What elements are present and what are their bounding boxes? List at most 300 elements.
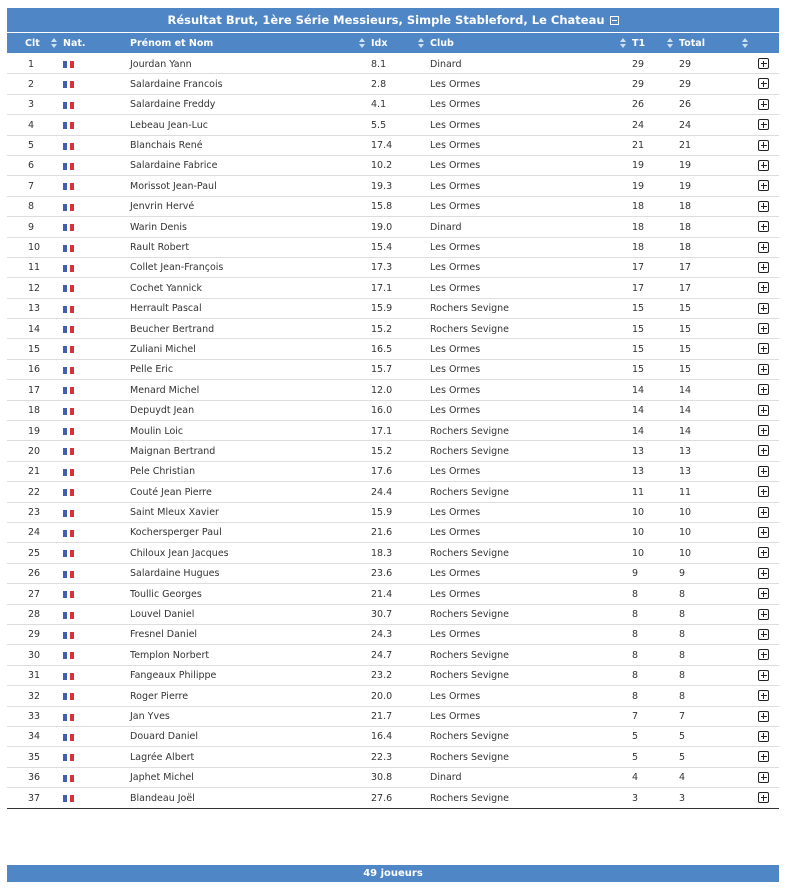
- sort-icon[interactable]: [418, 38, 424, 48]
- table-row[interactable]: [7, 401, 779, 421]
- table-row[interactable]: [7, 584, 779, 604]
- player-name: Maignan Bertrand: [130, 445, 216, 457]
- table-row[interactable]: [7, 115, 779, 135]
- expand-details-icon[interactable]: [758, 670, 769, 681]
- rank-cell: 33: [28, 711, 41, 722]
- club-cell: Les Ormes: [430, 119, 481, 131]
- club-cell: Rochers Sevigne: [430, 792, 509, 804]
- france-flag-icon: [63, 530, 74, 537]
- round1-score: 5: [632, 751, 639, 763]
- rank-cell: 19: [28, 425, 41, 437]
- france-flag-icon: [63, 714, 74, 721]
- index-cell: 17.3: [371, 262, 393, 274]
- player-name: Chiloux Jean Jacques: [130, 547, 229, 559]
- expand-details-icon[interactable]: [758, 160, 769, 171]
- club-cell: Les Ormes: [430, 466, 481, 478]
- player-name: Templon Norbert: [130, 649, 210, 661]
- table-row[interactable]: [7, 421, 779, 441]
- club-cell: Rochers Sevigne: [430, 751, 509, 763]
- expand-details-icon[interactable]: [758, 303, 769, 314]
- rank-cell: 16: [28, 364, 41, 376]
- rank-cell: 9: [28, 221, 35, 233]
- france-flag-icon: [63, 775, 74, 782]
- table-row[interactable]: [7, 462, 779, 482]
- index-cell: 18.3: [371, 547, 393, 559]
- player-name: Rault Robert: [130, 242, 190, 254]
- france-flag-icon: [63, 61, 74, 68]
- rank-cell: 2: [28, 78, 35, 90]
- round1-score: 18: [632, 201, 645, 213]
- player-name: Kochersperger Paul: [130, 527, 222, 539]
- player-name: Menard Michel: [130, 384, 200, 396]
- club-cell: Les Ormes: [430, 343, 481, 355]
- club-cell: Les Ormes: [430, 690, 481, 702]
- france-flag-icon: [63, 224, 74, 231]
- results-title: Résultat Brut, 1ère Série Messieurs, Simple Stableford, Le Chateau: [167, 13, 605, 27]
- expand-details-icon[interactable]: [758, 792, 769, 803]
- table-row[interactable]: [7, 258, 779, 278]
- index-cell: 17.1: [371, 282, 393, 294]
- rank-cell: 28: [28, 609, 41, 621]
- club-cell: Les Ormes: [430, 282, 481, 294]
- club-cell: Les Ormes: [430, 201, 481, 213]
- total-score: 8: [679, 629, 686, 641]
- round1-score: 10: [632, 547, 645, 559]
- expand-details-icon[interactable]: [758, 323, 769, 334]
- total-score: 8: [679, 609, 686, 621]
- club-cell: Les Ormes: [430, 78, 481, 90]
- index-cell: 24.3: [371, 629, 393, 641]
- expand-details-icon[interactable]: [758, 751, 769, 762]
- france-flag-icon: [63, 734, 74, 741]
- col-header-name[interactable]: Prénom et Nom: [130, 37, 214, 49]
- player-name: Cochet Yannick: [130, 282, 203, 294]
- sort-icon[interactable]: [667, 38, 673, 48]
- round1-score: 8: [632, 629, 639, 641]
- sort-icon[interactable]: [51, 38, 57, 48]
- france-flag-icon: [63, 652, 74, 659]
- total-score: 9: [679, 568, 686, 580]
- france-flag-icon: [63, 428, 74, 435]
- total-score: 18: [679, 201, 692, 213]
- player-name: Lagrée Albert: [130, 751, 195, 763]
- expand-details-icon[interactable]: [758, 78, 769, 89]
- total-score: 15: [679, 303, 692, 315]
- france-flag-icon: [63, 387, 74, 394]
- index-cell: 15.9: [371, 303, 393, 315]
- round1-score: 7: [632, 711, 639, 722]
- round1-score: 10: [632, 527, 645, 539]
- table-row[interactable]: [7, 197, 779, 217]
- table-row[interactable]: [7, 74, 779, 94]
- expand-details-icon[interactable]: [758, 507, 769, 518]
- table-row[interactable]: [7, 95, 779, 115]
- expand-details-icon[interactable]: [758, 772, 769, 783]
- round1-score: 29: [632, 78, 645, 90]
- expand-details-icon[interactable]: [758, 629, 769, 640]
- club-cell: Les Ormes: [430, 405, 481, 417]
- france-flag-icon: [63, 245, 74, 252]
- table-row[interactable]: [7, 645, 779, 665]
- table-row[interactable]: [7, 686, 779, 706]
- player-name: Louvel Daniel: [130, 609, 195, 621]
- player-name: Fresnel Daniel: [130, 629, 198, 641]
- club-cell: Rochers Sevigne: [430, 649, 509, 661]
- col-header-clt[interactable]: Clt: [25, 37, 40, 49]
- index-cell: 24.7: [371, 649, 393, 661]
- round1-score: 14: [632, 384, 645, 396]
- total-score: 17: [679, 282, 692, 294]
- table-row[interactable]: [7, 360, 779, 380]
- rank-cell: 22: [28, 486, 41, 498]
- expand-details-icon[interactable]: [758, 731, 769, 742]
- index-cell: 30.7: [371, 609, 393, 621]
- club-cell: Rochers Sevigne: [430, 486, 509, 498]
- index-cell: 15.4: [371, 242, 393, 254]
- club-cell: Dinard: [430, 221, 462, 233]
- player-name: Depuydt Jean: [130, 405, 195, 417]
- table-row[interactable]: [7, 727, 779, 747]
- club-cell: Les Ormes: [430, 588, 481, 600]
- table-row[interactable]: [7, 299, 779, 319]
- sort-icon[interactable]: [359, 38, 365, 48]
- expand-details-icon[interactable]: [758, 425, 769, 436]
- rank-cell: 6: [28, 160, 35, 172]
- expand-details-icon[interactable]: [758, 221, 769, 232]
- total-score: 21: [679, 140, 692, 152]
- france-flag-icon: [63, 102, 74, 109]
- table-row[interactable]: [7, 136, 779, 156]
- table-row[interactable]: [7, 217, 779, 237]
- total-score: 10: [679, 547, 692, 559]
- total-score: 14: [679, 384, 692, 396]
- rank-cell: 32: [28, 690, 41, 702]
- expand-details-icon[interactable]: [758, 201, 769, 212]
- player-name: Warin Denis: [130, 221, 187, 233]
- expand-details-icon[interactable]: [758, 384, 769, 395]
- round1-score: 8: [632, 649, 639, 661]
- table-row[interactable]: [7, 747, 779, 767]
- index-cell: 15.8: [371, 201, 393, 213]
- table-row[interactable]: [7, 788, 779, 808]
- total-score: 29: [679, 78, 692, 90]
- rank-cell: 4: [28, 119, 35, 131]
- france-flag-icon: [63, 469, 74, 476]
- rank-cell: 21: [28, 466, 41, 478]
- expand-details-icon[interactable]: [758, 343, 769, 354]
- france-flag-icon: [63, 81, 74, 88]
- index-cell: 19.0: [371, 221, 393, 233]
- table-row[interactable]: [7, 666, 779, 686]
- round1-score: 5: [632, 731, 639, 743]
- expand-details-icon[interactable]: [758, 180, 769, 191]
- expand-details-icon[interactable]: [758, 282, 769, 293]
- france-flag-icon: [63, 612, 74, 619]
- club-cell: Les Ormes: [430, 242, 481, 254]
- round1-score: 15: [632, 303, 645, 315]
- round1-score: 15: [632, 364, 645, 376]
- club-cell: Dinard: [430, 58, 462, 70]
- round1-score: 14: [632, 425, 645, 437]
- round1-score: 17: [632, 262, 645, 274]
- player-name: Japhet Michel: [130, 772, 194, 784]
- index-cell: 15.9: [371, 507, 393, 519]
- rank-cell: 23: [28, 507, 41, 519]
- player-name: Beucher Bertrand: [130, 323, 215, 335]
- club-cell: Dinard: [430, 772, 462, 784]
- table-row[interactable]: [7, 523, 779, 543]
- table-row[interactable]: [7, 156, 779, 176]
- round1-score: 8: [632, 609, 639, 621]
- table-row[interactable]: [7, 238, 779, 258]
- index-cell: 2.8: [371, 78, 387, 90]
- expand-details-icon[interactable]: [758, 58, 769, 69]
- expand-details-icon[interactable]: [758, 445, 769, 456]
- france-flag-icon: [63, 510, 74, 517]
- france-flag-icon: [63, 163, 74, 170]
- expand-details-icon[interactable]: [758, 466, 769, 477]
- expand-details-icon[interactable]: [758, 242, 769, 253]
- table-row[interactable]: [7, 441, 779, 461]
- sort-icon[interactable]: [620, 38, 626, 48]
- index-cell: 30.8: [371, 772, 393, 784]
- total-score: 13: [679, 445, 692, 457]
- player-name: Saint Mleux Xavier: [130, 507, 219, 519]
- rank-cell: 27: [28, 588, 41, 600]
- france-flag-icon: [63, 122, 74, 129]
- player-name: Morissot Jean-Paul: [130, 180, 217, 192]
- expand-details-icon[interactable]: [758, 486, 769, 497]
- sort-icon[interactable]: [742, 38, 748, 48]
- round1-score: 29: [632, 58, 645, 70]
- rank-cell: 24: [28, 527, 41, 539]
- total-score: 8: [679, 670, 686, 682]
- rank-cell: 5: [28, 140, 35, 152]
- round1-score: 13: [632, 445, 645, 457]
- player-name: Toullic Georges: [130, 588, 202, 600]
- round1-score: 9: [632, 568, 639, 580]
- rank-cell: 14: [28, 323, 41, 335]
- expand-details-icon[interactable]: [758, 649, 769, 660]
- table-row[interactable]: [7, 768, 779, 788]
- total-score: 13: [679, 466, 692, 478]
- round1-score: 17: [632, 282, 645, 294]
- player-count: 49 joueurs: [363, 868, 423, 879]
- total-score: 10: [679, 507, 692, 519]
- index-cell: 17.1: [371, 425, 393, 437]
- player-name: Salardaine Freddy: [130, 99, 216, 111]
- rank-cell: 34: [28, 731, 41, 743]
- player-name: Blanchais René: [130, 140, 203, 152]
- expand-details-icon[interactable]: [758, 364, 769, 375]
- index-cell: 19.3: [371, 180, 393, 192]
- round1-score: 24: [632, 119, 645, 131]
- table-row[interactable]: [7, 482, 779, 502]
- expand-details-icon[interactable]: [758, 140, 769, 151]
- table-row[interactable]: [7, 564, 779, 584]
- round1-score: 26: [632, 99, 645, 111]
- results-title-bar[interactable]: [7, 8, 779, 32]
- expand-details-icon[interactable]: [758, 405, 769, 416]
- rank-cell: 37: [28, 792, 41, 804]
- total-score: 19: [679, 160, 692, 172]
- rank-cell: 31: [28, 670, 41, 682]
- round1-score: 19: [632, 180, 645, 192]
- expand-details-icon[interactable]: [758, 547, 769, 558]
- expand-details-icon[interactable]: [758, 119, 769, 130]
- club-cell: Les Ormes: [430, 568, 481, 580]
- col-header-nat[interactable]: Nat.: [63, 37, 86, 49]
- club-cell: Rochers Sevigne: [430, 323, 509, 335]
- club-cell: Les Ormes: [430, 629, 481, 641]
- col-header-idx[interactable]: Idx: [371, 37, 388, 49]
- total-score: 5: [679, 731, 686, 743]
- col-header-club[interactable]: Club: [430, 37, 454, 49]
- expand-details-icon[interactable]: [758, 609, 769, 620]
- france-flag-icon: [63, 183, 74, 190]
- expand-details-icon[interactable]: [758, 588, 769, 599]
- index-cell: 15.7: [371, 364, 393, 376]
- index-cell: 21.6: [371, 527, 393, 539]
- index-cell: 16.5: [371, 343, 393, 355]
- rank-cell: 36: [28, 772, 41, 784]
- rank-cell: 13: [28, 303, 41, 315]
- table-row[interactable]: [7, 319, 779, 339]
- index-cell: 15.2: [371, 445, 393, 457]
- club-cell: Les Ormes: [430, 160, 481, 172]
- france-flag-icon: [63, 754, 74, 761]
- total-score: 14: [679, 425, 692, 437]
- index-cell: 21.4: [371, 588, 393, 600]
- table-row[interactable]: [7, 339, 779, 359]
- total-score: 15: [679, 364, 692, 376]
- player-name: Pelle Eric: [130, 364, 174, 376]
- player-name: Couté Jean Pierre: [130, 486, 212, 498]
- france-flag-icon: [63, 632, 74, 639]
- france-flag-icon: [63, 550, 74, 557]
- player-name: Pele Christian: [130, 466, 196, 478]
- total-score: 7: [679, 711, 686, 722]
- round1-score: 15: [632, 323, 645, 335]
- expand-details-icon[interactable]: [758, 568, 769, 579]
- rank-cell: 7: [28, 180, 35, 192]
- round1-score: 8: [632, 690, 639, 702]
- club-cell: Rochers Sevigne: [430, 445, 509, 457]
- france-flag-icon: [63, 673, 74, 680]
- table-row[interactable]: [7, 543, 779, 563]
- france-flag-icon: [63, 489, 74, 496]
- player-name: Lebeau Jean-Luc: [130, 119, 208, 131]
- expand-details-icon[interactable]: [758, 99, 769, 110]
- index-cell: 20.0: [371, 690, 393, 702]
- total-score: 15: [679, 343, 692, 355]
- results-table-body: [7, 54, 779, 809]
- club-cell: Rochers Sevigne: [430, 670, 509, 682]
- table-row[interactable]: [7, 707, 779, 727]
- player-name: Douard Daniel: [130, 731, 199, 743]
- rank-cell: 3: [28, 99, 35, 111]
- club-cell: Les Ormes: [430, 180, 481, 192]
- index-cell: 27.6: [371, 792, 393, 804]
- player-name: Blandeau Joël: [130, 792, 195, 804]
- rank-cell: 18: [28, 405, 41, 417]
- index-cell: 4.1: [371, 99, 387, 111]
- rank-cell: 20: [28, 445, 41, 457]
- round1-score: 18: [632, 242, 645, 254]
- index-cell: 5.5: [371, 119, 387, 131]
- club-cell: Rochers Sevigne: [430, 547, 509, 559]
- total-score: 14: [679, 405, 692, 417]
- club-cell: Les Ormes: [430, 384, 481, 396]
- round1-score: 13: [632, 466, 645, 478]
- club-cell: Les Ormes: [430, 99, 481, 111]
- round1-score: 11: [632, 486, 645, 498]
- player-name: Fangeaux Philippe: [130, 670, 217, 682]
- collapse-icon[interactable]: [610, 16, 619, 25]
- club-cell: Rochers Sevigne: [430, 425, 509, 437]
- table-row[interactable]: [7, 380, 779, 400]
- player-name: Collet Jean-François: [130, 262, 224, 274]
- club-cell: Les Ormes: [430, 507, 481, 519]
- round1-score: 15: [632, 343, 645, 355]
- rank-cell: 11: [28, 262, 41, 274]
- club-cell: Les Ormes: [430, 262, 481, 274]
- player-name: Salardaine Francois: [130, 78, 223, 90]
- player-name: Jenvrin Hervé: [130, 201, 195, 213]
- france-flag-icon: [63, 795, 74, 802]
- index-cell: 15.2: [371, 323, 393, 335]
- table-row[interactable]: [7, 54, 779, 74]
- index-cell: 10.2: [371, 160, 393, 172]
- col-header-total[interactable]: Total: [679, 37, 705, 49]
- total-score: 19: [679, 180, 692, 192]
- rank-cell: 8: [28, 201, 35, 213]
- index-cell: 12.0: [371, 384, 393, 396]
- total-score: 29: [679, 58, 692, 70]
- rank-cell: 35: [28, 751, 41, 763]
- france-flag-icon: [63, 693, 74, 700]
- table-row[interactable]: [7, 176, 779, 196]
- round1-score: 8: [632, 670, 639, 682]
- round1-score: 18: [632, 221, 645, 233]
- club-cell: Les Ormes: [430, 364, 481, 376]
- col-header-t1[interactable]: T1: [632, 37, 646, 49]
- france-flag-icon: [63, 346, 74, 353]
- index-cell: 21.7: [371, 711, 393, 722]
- rank-cell: 25: [28, 547, 41, 559]
- expand-details-icon[interactable]: [758, 262, 769, 273]
- table-row[interactable]: [7, 503, 779, 523]
- round1-score: 21: [632, 140, 645, 152]
- rank-cell: 1: [28, 58, 35, 70]
- club-cell: Les Ormes: [430, 140, 481, 152]
- expand-details-icon[interactable]: [758, 690, 769, 701]
- table-row[interactable]: [7, 605, 779, 625]
- round1-score: 19: [632, 160, 645, 172]
- france-flag-icon: [63, 571, 74, 578]
- player-name: Zuliani Michel: [130, 343, 196, 355]
- table-row[interactable]: [7, 625, 779, 645]
- expand-details-icon[interactable]: [758, 527, 769, 538]
- expand-details-icon[interactable]: [758, 711, 769, 722]
- index-cell: 17.6: [371, 466, 393, 478]
- total-score: 8: [679, 649, 686, 661]
- total-score: 8: [679, 588, 686, 600]
- table-row[interactable]: [7, 278, 779, 298]
- table-header: [7, 33, 779, 53]
- france-flag-icon: [63, 448, 74, 455]
- france-flag-icon: [63, 204, 74, 211]
